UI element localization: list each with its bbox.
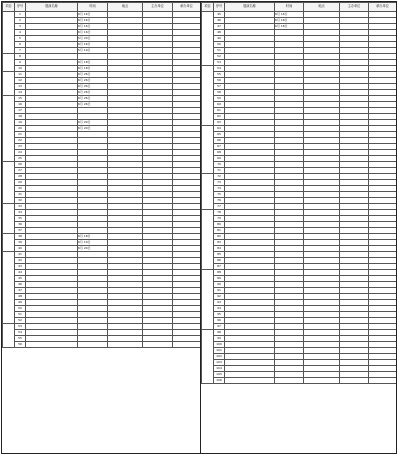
number-cell: 26 bbox=[15, 162, 26, 168]
host-cell bbox=[173, 342, 201, 348]
title-cell bbox=[26, 342, 78, 348]
time-cell: 6月 18日 bbox=[78, 66, 108, 72]
number-cell: 95 bbox=[214, 312, 225, 318]
number-cell: 99 bbox=[214, 336, 225, 342]
header-time: 时间 bbox=[275, 3, 304, 12]
number-cell: 96 bbox=[214, 318, 225, 324]
number-cell: 36 bbox=[15, 222, 26, 228]
number-cell: 69 bbox=[214, 156, 225, 162]
number-cell: 38 bbox=[15, 234, 26, 240]
category-cell bbox=[3, 252, 15, 324]
venue-cell bbox=[304, 378, 340, 384]
number-cell: 68 bbox=[214, 150, 225, 156]
number-cell: 93 bbox=[214, 300, 225, 306]
time-cell bbox=[78, 342, 108, 348]
header-time: 时间 bbox=[78, 3, 108, 12]
table-row bbox=[3, 342, 201, 348]
number-cell: 32 bbox=[15, 198, 26, 204]
time-cell: 6月 26日 bbox=[78, 96, 108, 102]
number-cell: 49 bbox=[15, 300, 26, 306]
time-cell: 6月 18日 bbox=[78, 60, 108, 66]
time-cell: 6月 18日 bbox=[275, 24, 304, 30]
number-cell: 16 bbox=[15, 102, 26, 108]
number-cell: 13 bbox=[15, 84, 26, 90]
number-cell: 48 bbox=[214, 30, 225, 36]
time-cell: 6月 16日 bbox=[78, 12, 108, 18]
number-cell: 64 bbox=[214, 126, 225, 132]
right-header-row bbox=[202, 3, 397, 12]
number-cell: 77 bbox=[214, 204, 225, 210]
number-cell: 66 bbox=[214, 138, 225, 144]
number-cell: 63 bbox=[214, 120, 225, 126]
number-cell: 28 bbox=[15, 174, 26, 180]
number-cell: 60 bbox=[214, 102, 225, 108]
number-cell: 56 bbox=[214, 78, 225, 84]
header-number: 序号 bbox=[214, 3, 225, 12]
number-cell: 98 bbox=[214, 330, 225, 336]
header-organizer: 主办单位 bbox=[340, 3, 369, 12]
organizer-cell bbox=[143, 342, 173, 348]
number-cell: 72 bbox=[214, 174, 225, 180]
header-category: 项目 bbox=[3, 3, 15, 12]
number-cell: 45 bbox=[214, 12, 225, 18]
number-cell: 10 bbox=[15, 66, 26, 72]
venue-cell bbox=[108, 342, 143, 348]
number-cell: 100 bbox=[214, 342, 225, 348]
schedule-sheet bbox=[1, 1, 397, 454]
number-cell: 41 bbox=[15, 252, 26, 258]
number-cell: 106 bbox=[214, 378, 225, 384]
number-cell: 14 bbox=[15, 90, 26, 96]
category-cell bbox=[202, 66, 214, 126]
number-cell: 52 bbox=[15, 318, 26, 324]
time-cell bbox=[275, 378, 304, 384]
category-cell bbox=[3, 204, 15, 234]
category-cell bbox=[202, 330, 214, 384]
number-cell: 79 bbox=[214, 216, 225, 222]
time-cell: 6月 20日 bbox=[78, 120, 108, 126]
number-cell: 15 bbox=[15, 96, 26, 102]
number-cell: 22 bbox=[15, 138, 26, 144]
number-cell: 51 bbox=[15, 312, 26, 318]
number-cell: 75 bbox=[214, 192, 225, 198]
number-cell: 1 bbox=[15, 12, 26, 18]
number-cell: 12 bbox=[15, 78, 26, 84]
number-cell: 90 bbox=[214, 282, 225, 288]
number-cell: 58 bbox=[214, 90, 225, 96]
number-cell: 86 bbox=[214, 258, 225, 264]
number-cell: 91 bbox=[214, 288, 225, 294]
category-cell bbox=[3, 54, 15, 72]
number-cell: 84 bbox=[214, 246, 225, 252]
number-cell: 34 bbox=[15, 210, 26, 216]
header-organizer: 主办单位 bbox=[143, 3, 173, 12]
left-header-row bbox=[3, 3, 201, 12]
left-table-panel bbox=[2, 2, 201, 453]
number-cell: 30 bbox=[15, 186, 26, 192]
number-cell: 65 bbox=[214, 132, 225, 138]
number-cell: 37 bbox=[15, 228, 26, 234]
category-cell bbox=[202, 126, 214, 174]
number-cell: 18 bbox=[15, 114, 26, 120]
time-cell: 6月 26日 bbox=[78, 72, 108, 78]
page-footer bbox=[2, 456, 398, 464]
number-cell: 73 bbox=[214, 180, 225, 186]
number-cell: 5 bbox=[15, 36, 26, 42]
number-cell: 52 bbox=[214, 54, 225, 60]
number-cell: 80 bbox=[214, 222, 225, 228]
time-cell: 6月 18日 bbox=[78, 234, 108, 240]
number-cell: 17 bbox=[15, 108, 26, 114]
number-cell: 25 bbox=[15, 156, 26, 162]
number-cell: 24 bbox=[15, 150, 26, 156]
number-cell: 104 bbox=[214, 366, 225, 372]
number-cell: 97 bbox=[214, 324, 225, 330]
number-cell: 103 bbox=[214, 360, 225, 366]
number-cell: 48 bbox=[15, 294, 26, 300]
number-cell: 9 bbox=[15, 60, 26, 66]
number-cell: 102 bbox=[214, 354, 225, 360]
time-cell: 6月 19日 bbox=[78, 240, 108, 246]
number-cell: 78 bbox=[214, 210, 225, 216]
category-cell bbox=[3, 12, 15, 54]
number-cell: 67 bbox=[214, 144, 225, 150]
header-host: 承办单位 bbox=[173, 3, 201, 12]
time-cell: 6月 26日 bbox=[78, 78, 108, 84]
header-host: 承办单位 bbox=[369, 3, 397, 12]
host-cell bbox=[369, 378, 397, 384]
time-cell: 6月 18日 bbox=[275, 18, 304, 24]
number-cell: 2 bbox=[15, 18, 26, 24]
table-row bbox=[202, 378, 397, 384]
time-cell: 6月 26日 bbox=[78, 90, 108, 96]
number-cell: 35 bbox=[15, 216, 26, 222]
number-cell: 49 bbox=[214, 36, 225, 42]
time-cell: 6月 20日 bbox=[78, 126, 108, 132]
header-category: 项目 bbox=[202, 3, 214, 12]
number-cell: 54 bbox=[15, 330, 26, 336]
number-cell: 46 bbox=[214, 18, 225, 24]
time-cell: 6月 16日 bbox=[78, 42, 108, 48]
number-cell: 54 bbox=[214, 66, 225, 72]
number-cell: 62 bbox=[214, 114, 225, 120]
number-cell: 43 bbox=[15, 264, 26, 270]
number-cell: 20 bbox=[15, 126, 26, 132]
number-cell: 50 bbox=[214, 42, 225, 48]
title-cell bbox=[225, 378, 275, 384]
number-cell: 42 bbox=[15, 258, 26, 264]
number-cell: 47 bbox=[214, 24, 225, 30]
number-cell: 89 bbox=[214, 276, 225, 282]
number-cell: 11 bbox=[15, 72, 26, 78]
category-cell bbox=[3, 96, 15, 162]
number-cell: 46 bbox=[15, 282, 26, 288]
number-cell: 51 bbox=[214, 48, 225, 54]
organizer-cell bbox=[340, 378, 369, 384]
number-cell: 21 bbox=[15, 132, 26, 138]
number-cell: 74 bbox=[214, 186, 225, 192]
number-cell: 53 bbox=[214, 60, 225, 66]
number-cell: 56 bbox=[15, 342, 26, 348]
number-cell: 47 bbox=[15, 288, 26, 294]
header-number: 序号 bbox=[15, 3, 26, 12]
number-cell: 88 bbox=[214, 270, 225, 276]
category-cell bbox=[3, 324, 15, 348]
number-cell: 53 bbox=[15, 324, 26, 330]
number-cell: 82 bbox=[214, 234, 225, 240]
number-cell: 70 bbox=[214, 162, 225, 168]
number-cell: 44 bbox=[15, 270, 26, 276]
header-venue: 地点 bbox=[304, 3, 340, 12]
category-cell bbox=[3, 234, 15, 252]
number-cell: 85 bbox=[214, 252, 225, 258]
left-schedule-table bbox=[2, 2, 201, 348]
time-cell: 6月 16日 bbox=[78, 18, 108, 24]
number-cell: 4 bbox=[15, 30, 26, 36]
number-cell: 81 bbox=[214, 228, 225, 234]
number-cell: 92 bbox=[214, 294, 225, 300]
right-table-panel bbox=[201, 2, 396, 453]
time-cell: 6月 16日 bbox=[275, 12, 304, 18]
category-cell bbox=[202, 12, 214, 66]
right-table-body bbox=[202, 12, 397, 384]
number-cell: 76 bbox=[214, 198, 225, 204]
number-cell: 55 bbox=[15, 336, 26, 342]
number-cell: 31 bbox=[15, 192, 26, 198]
time-cell: 6月 16日 bbox=[78, 24, 108, 30]
number-cell: 83 bbox=[214, 240, 225, 246]
number-cell: 8 bbox=[15, 54, 26, 60]
time-cell: 6月 26日 bbox=[78, 84, 108, 90]
time-cell: 6月 16日 bbox=[78, 30, 108, 36]
time-cell: 6月 20日 bbox=[78, 246, 108, 252]
number-cell: 71 bbox=[214, 168, 225, 174]
left-table-body bbox=[3, 12, 201, 348]
number-cell: 50 bbox=[15, 306, 26, 312]
category-cell bbox=[3, 72, 15, 96]
number-cell: 7 bbox=[15, 48, 26, 54]
number-cell: 59 bbox=[214, 96, 225, 102]
category-cell bbox=[3, 162, 15, 204]
number-cell: 29 bbox=[15, 180, 26, 186]
right-schedule-table bbox=[201, 2, 396, 384]
number-cell: 105 bbox=[214, 372, 225, 378]
header-venue: 地点 bbox=[108, 3, 143, 12]
number-cell: 94 bbox=[214, 306, 225, 312]
number-cell: 19 bbox=[15, 120, 26, 126]
category-cell bbox=[202, 210, 214, 270]
number-cell: 6 bbox=[15, 42, 26, 48]
number-cell: 33 bbox=[15, 204, 26, 210]
time-cell: 5月 20日 bbox=[78, 36, 108, 42]
number-cell: 3 bbox=[15, 24, 26, 30]
category-cell bbox=[202, 270, 214, 330]
number-cell: 61 bbox=[214, 108, 225, 114]
number-cell: 27 bbox=[15, 168, 26, 174]
number-cell: 101 bbox=[214, 348, 225, 354]
number-cell: 87 bbox=[214, 264, 225, 270]
number-cell: 23 bbox=[15, 144, 26, 150]
time-cell: 5月 19日 bbox=[78, 48, 108, 54]
number-cell: 40 bbox=[15, 246, 26, 252]
header-title: 展演名称 bbox=[225, 3, 275, 12]
header-title: 展演名称 bbox=[26, 3, 78, 12]
number-cell: 55 bbox=[214, 72, 225, 78]
time-cell: 6月 26日 bbox=[78, 102, 108, 108]
number-cell: 57 bbox=[214, 84, 225, 90]
number-cell: 39 bbox=[15, 240, 26, 246]
category-cell bbox=[202, 174, 214, 210]
number-cell: 45 bbox=[15, 276, 26, 282]
